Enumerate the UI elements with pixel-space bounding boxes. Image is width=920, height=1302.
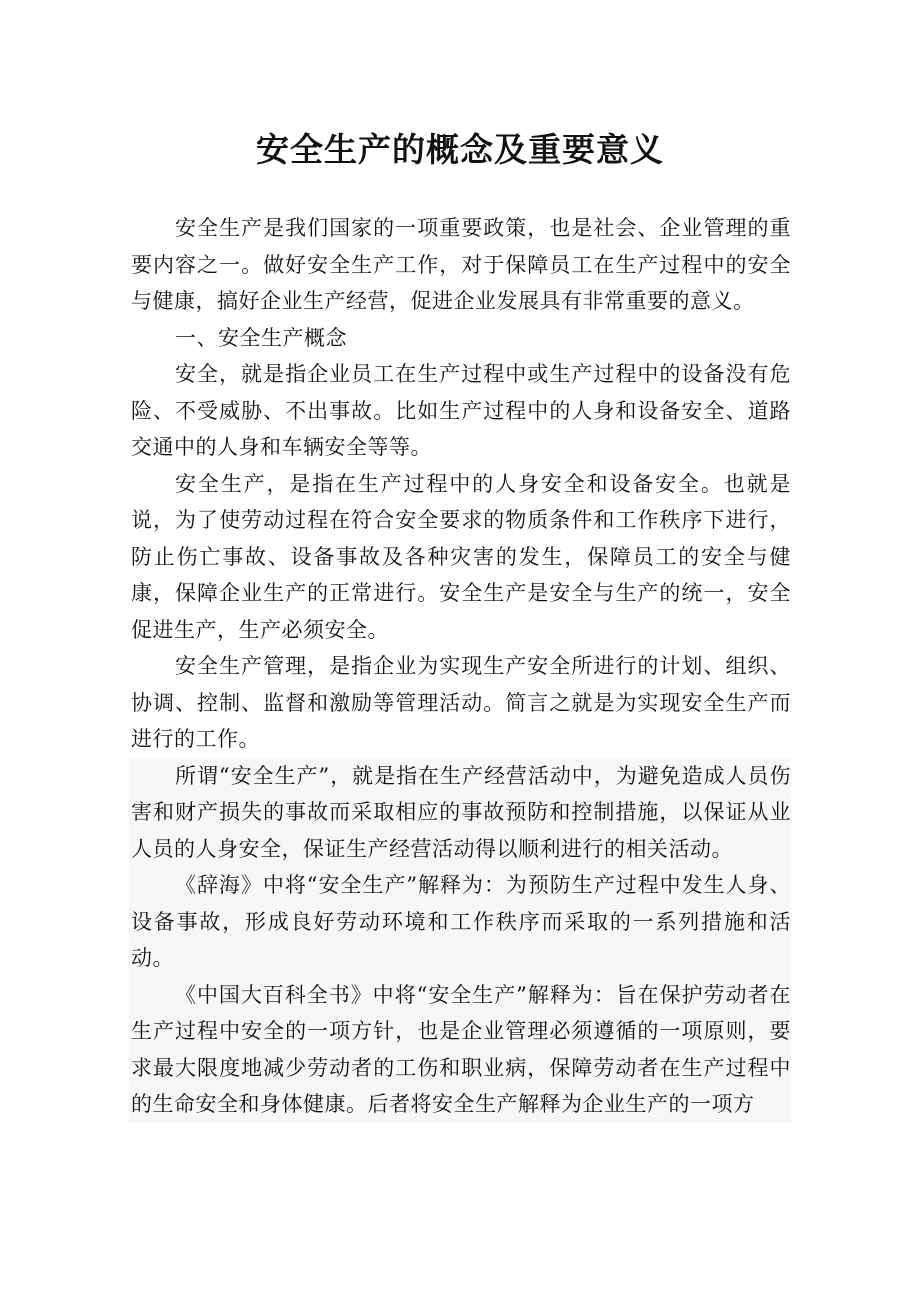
shaded-quote-block [129, 758, 791, 1123]
paragraph-intro: 安全生产是我们国家的一项重要政策，也是社会、企业管理的重要内容之一。做好安全生产工作，对于保障员工在生产过程中的安全与健康，搞好企业生产经营，促进企业发展具有非常重要的意义。 [131, 216, 791, 313]
paragraph-encyclopedia: 《中国大百科全书》中将“安全生产”解释为：旨在保护劳动者在生产过程中安全的一项方针，也是企业管理必须遵循的一项原则，要求最大限度地减少劳动者的工伤和职业病，保障劳动者在生产过程中的生命安全和身体健康。后者将安全生产解释为企业生产的一项方 [131, 982, 791, 1116]
paragraph-safety-definition: 安全，就是指企业员工在生产过程中或生产过程中的设备没有危险、不受威胁、不出事故。比如生产过程中的人身和设备安全、道路交通中的人身和车辆安全等等。 [131, 362, 791, 459]
paragraph-cihai: 《辞海》中将“安全生产”解释为：为预防生产过程中发生人身、设备事故，形成良好劳动环境和工作秩序而采取的一系列措施和活动。 [131, 873, 791, 970]
section-heading-concept: 一、安全生产概念 [175, 325, 347, 350]
paragraph-safety-management: 安全生产管理，是指企业为实现生产安全所进行的计划、组织、协调、控制、监督和激励等管理活动。简言之就是为实现安全生产而进行的工作。 [131, 654, 791, 751]
paragraph-safe-production-definition: 安全生产，是指在生产过程中的人身安全和设备安全。也就是说，为了使劳动过程在符合安全要求的物质条件和工作秩序下进行，防止伤亡事故、设备事故及各种灾害的发生，保障员工的安全与健康，保障企业生产的正常进行。安全生产是安全与生产的统一，安全促进生产，生产必须安全。 [131, 471, 791, 642]
paragraph-so-called: 所谓“安全生产”，就是指在生产经营活动中，为避免造成人员伤害和财产损失的事故而采取相应的事故预防和控制措施，以保证从业人员的人身安全，保证生产经营活动得以顺利进行的相关活动。 [131, 763, 791, 861]
document-title: 安全生产的概念及重要意义 [256, 130, 664, 169]
document-body [131, 210, 791, 1123]
